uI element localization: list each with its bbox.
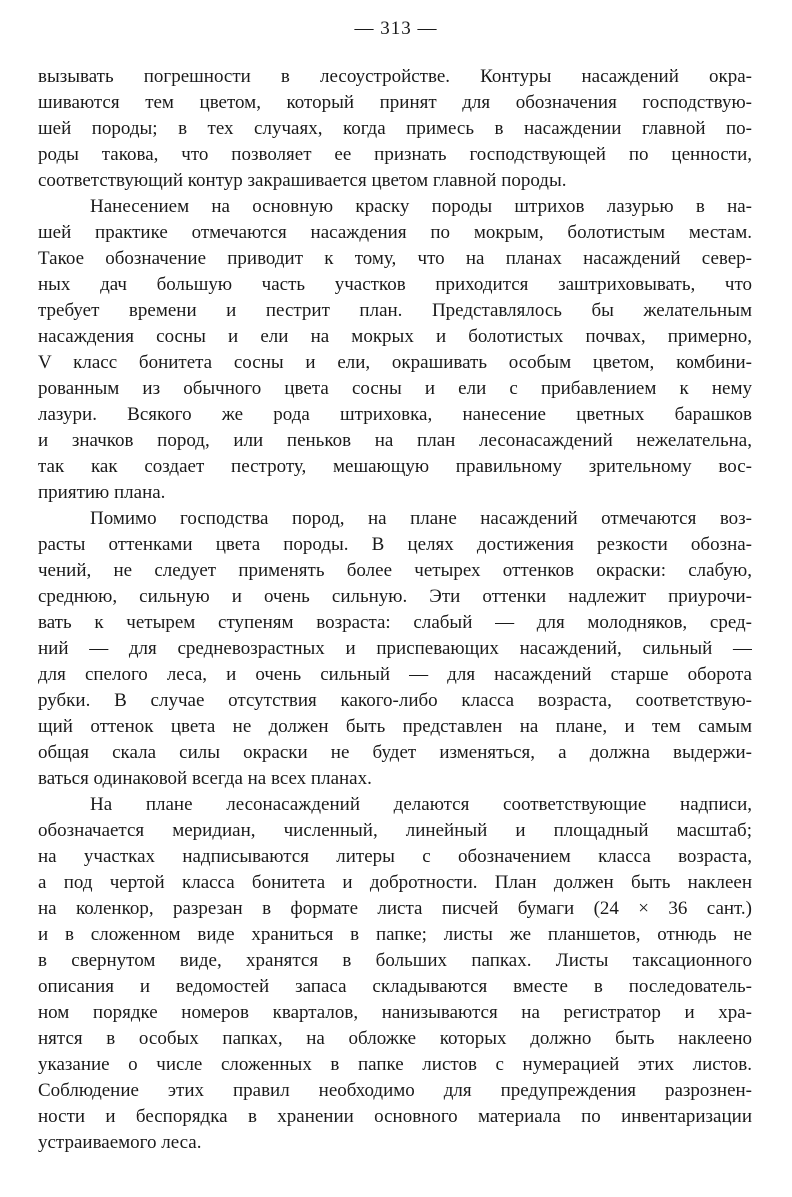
- paragraph: [38, 792, 752, 1156]
- text-line: ности и беспорядка в хранении основного материала по инвентаризации: [38, 1106, 752, 1127]
- text-line: щий оттенок цвета не должен быть представлен на плане, и тем самым: [38, 716, 752, 737]
- text-line: соответствующий контур закрашивается цветом главной породы.: [38, 170, 567, 191]
- text-line: описания и ведомостей запаса складываются вместе в последователь-: [38, 976, 752, 997]
- text-line: нятся в особых папках, на обложке которых должно быть наклеено: [38, 1028, 752, 1049]
- text-line: ний — для средневозрастных и приспевающих насаждений, сильный —: [38, 638, 752, 659]
- text-line: на коленкор, разрезан в формате листа писчей бумаги (24 × 36 сант.): [38, 898, 752, 919]
- text-line: Помимо господства пород, на плане насаждений отмечаются воз-: [90, 508, 752, 529]
- text-line: ном порядке номеров кварталов, нанизываются на регистратор и хра-: [38, 1002, 752, 1023]
- text-line: Такое обозначение приводит к тому, что на планах насаждений север-: [38, 248, 752, 269]
- page-number: — 313 —: [354, 18, 438, 39]
- text-line: ваться одинаковой всегда на всех планах.: [38, 768, 372, 789]
- text-line: лазури. Всякого же рода штриховка, нанесение цветных барашков: [38, 404, 752, 425]
- text-line: V класс бонитета сосны и ели, окрашивать особым цветом, комбини-: [38, 352, 752, 373]
- paragraph: [38, 194, 752, 506]
- text-line: указание о числе сложенных в папке листов с нумерацией этих листов.: [38, 1054, 752, 1075]
- text-line: вызывать погрешности в лесоустройстве. Контуры насаждений окра-: [38, 66, 752, 87]
- paragraph: [38, 64, 752, 194]
- text-line: расты оттенками цвета породы. В целях достижения резкости обозна-: [38, 534, 752, 555]
- text-line: чений, не следует применять более четырех оттенков окраски: слабую,: [38, 560, 752, 581]
- text-line: Соблюдение этих правил необходимо для предупреждения разрознен-: [38, 1080, 752, 1101]
- text-line: На плане лесонасаждений делаются соответствующие надписи,: [90, 794, 752, 815]
- text-line: шей практике отмечаются насаждения по мокрым, болотистым местам.: [38, 222, 752, 243]
- text-line: на участках надписываются литеры с обозначением класса возраста,: [38, 846, 752, 867]
- text-line: рованным из обычного цвета сосны и ели с прибавлением к нему: [38, 378, 752, 399]
- text-line: среднюю, сильную и очень сильную. Эти оттенки надлежит приурочи-: [38, 586, 752, 607]
- text-line: так как создает пестроту, мешающую правильному зрительному вос-: [38, 456, 752, 477]
- text-line: ных дач большую часть участков приходится заштриховывать, что: [38, 274, 752, 295]
- text-line: приятию плана.: [38, 482, 166, 503]
- text-line: и в сложенном виде храниться в папке; листы же планшетов, отнюдь не: [38, 924, 752, 945]
- text-line: общая скала силы окраски не будет изменяться, а должна выдержи-: [38, 742, 752, 763]
- text-line: для спелого леса, и очень сильный — для насаждений старше оборота: [38, 664, 752, 685]
- paragraph: [38, 506, 752, 792]
- text-line: в свернутом виде, хранятся в больших папках. Листы таксационного: [38, 950, 752, 971]
- text-line: роды такова, что позволяет ее признать господствующей по ценности,: [38, 144, 752, 165]
- text-line: устраиваемого леса.: [38, 1132, 202, 1153]
- text-line: Нанесением на основную краску породы штрихов лазурью в на-: [90, 196, 752, 217]
- text-line: а под чертой класса бонитета и добротности. План должен быть наклеен: [38, 872, 752, 893]
- text-line: требует времени и пестрит план. Представлялось бы желательным: [38, 300, 752, 321]
- text-line: насаждения сосны и ели на мокрых и болотистых почвах, примерно,: [38, 326, 752, 347]
- text-line: рубки. В случае отсутствия какого-либо класса возраста, соответствую-: [38, 690, 752, 711]
- text-line: вать к четырем ступеням возраста: слабый — для молодняков, сред-: [38, 612, 752, 633]
- text-line: обозначается меридиан, численный, линейный и площадный масштаб;: [38, 820, 752, 841]
- text-line: шей породы; в тех случаях, когда примесь в насаждении главной по-: [38, 118, 752, 139]
- text-line: и значков пород, или пеньков на план лесонасаждений нежелательна,: [38, 430, 752, 451]
- body-text: [38, 64, 752, 1156]
- text-line: шиваются тем цветом, который принят для обозначения господствую-: [38, 92, 752, 113]
